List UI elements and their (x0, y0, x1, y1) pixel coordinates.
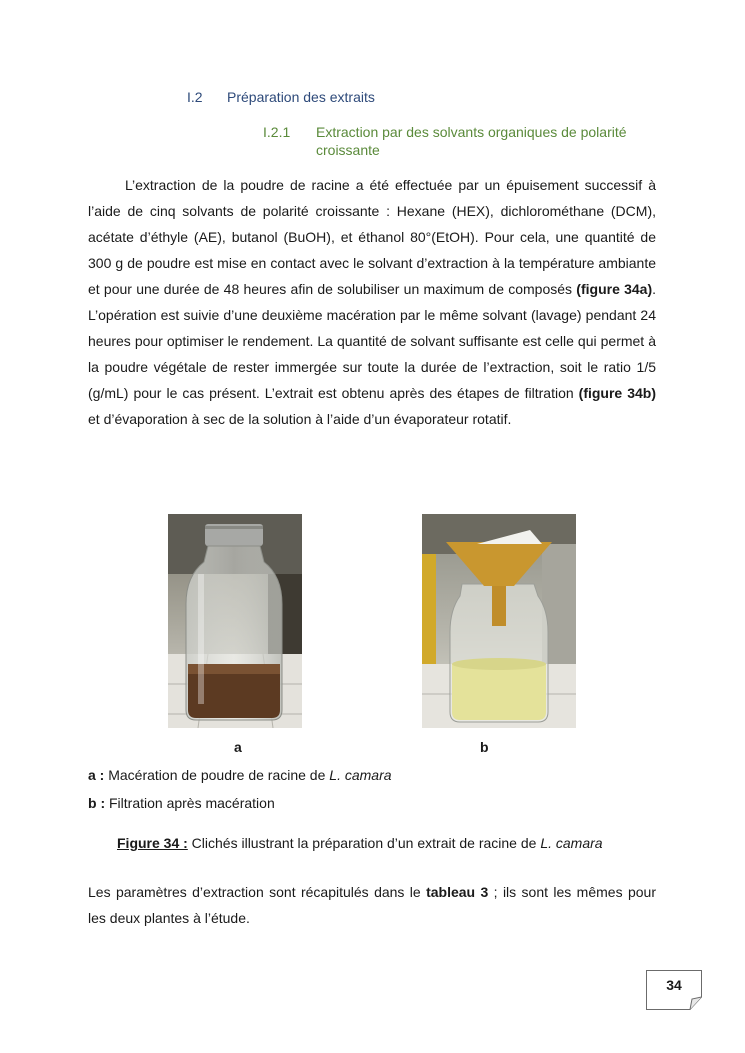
paragraph-text: Les paramètres d’extraction sont récapitulés dans le (88, 884, 427, 900)
photo-maceration-jar (168, 514, 302, 728)
subsection-number: I.2.1 (263, 124, 291, 140)
paragraph-text: ; ils sont les mêmes pour les deux plantes à l’étude. (88, 884, 656, 926)
figure-label-a: a (234, 739, 242, 755)
section-title: Préparation des extraits (227, 89, 375, 105)
legend-key: b : (88, 795, 106, 811)
legend-key: a : (88, 767, 105, 783)
page-number: 34 (666, 977, 682, 993)
figure-caption (117, 835, 603, 851)
species-name: L. camara (329, 767, 392, 783)
caption-label: Figure 34 : (117, 835, 188, 851)
figure-reference: (figure 34b) (578, 385, 656, 401)
body-paragraph-2 (88, 879, 656, 931)
figure-label-b: b (480, 739, 489, 755)
section-heading (187, 89, 375, 105)
figure-reference: (figure 34a) (576, 281, 653, 297)
paragraph-text: et d’évaporation à sec de la solution à l’aide d’un évaporateur rotatif. (88, 411, 512, 427)
body-paragraph-1 (88, 172, 656, 432)
species-name: L. camara (540, 835, 603, 851)
paragraph-text: . L’opération est suivie d’une deuxième macération par le même solvant (lavage) pendant 24 heures pour optimiser le rendement. La quantité de solvant suffisante est celle qui permet à la poudre végétale de rester immergée sur toute la durée de l’extraction, soit le ratio 1/5 (g/mL) pour le cas présent. L’extrait est obtenu après des étapes de filtration (88, 281, 657, 401)
caption-text: Clichés illustrant la préparation d’un extrait de racine de (187, 835, 541, 851)
legend-text: Filtration après macération (105, 795, 275, 811)
legend-text: Macération de poudre de racine de (104, 767, 330, 783)
legend-a (88, 767, 392, 783)
paragraph-text: L’extraction de la poudre de racine a été effectuée par un épuisement successif à l’aide de cinq solvants de polarité croissante : Hexane (HEX), dichlorométhane (DCM), acétate d’éthyle (AE), butanol (BuOH), et éthanol 80°(EtOH). Pour cela, une quantité de 300 g de poudre est mise en contact avec le solvant d’extraction à la température ambiante et pour une durée de 48 heures afin de solubiliser un maximum de composés (88, 177, 656, 297)
legend-b (88, 795, 275, 811)
photo-filtration-funnel (422, 514, 576, 728)
section-number: I.2 (187, 89, 203, 105)
subsection-title: Extraction par des solvants organiques de polarité croissante (316, 124, 627, 158)
table-reference: tableau 3 (426, 884, 489, 900)
